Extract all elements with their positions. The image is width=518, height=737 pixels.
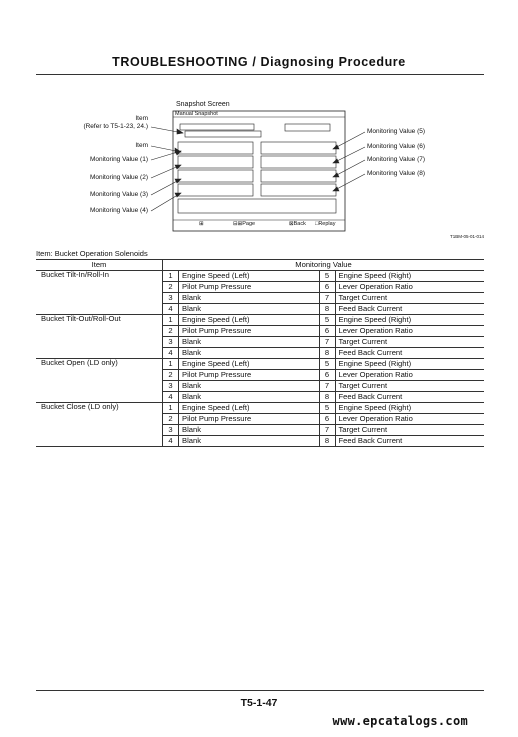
value-label: Blank <box>179 293 320 304</box>
menu-icon: ⊞ <box>199 221 204 227</box>
label-monitoring-value-6: Monitoring Value (6) <box>367 143 426 150</box>
value-number: 7 <box>319 381 335 392</box>
value-label: Feed Back Current <box>335 436 484 447</box>
value-label: Pilot Pump Pressure <box>179 326 320 337</box>
screen-title: Manual Snapshot <box>175 111 218 117</box>
table-row <box>36 315 484 326</box>
value-label: Lever Operation Ratio <box>335 326 484 337</box>
value-label: Feed Back Current <box>335 304 484 315</box>
screen-button-back: ⊠Back <box>289 221 306 227</box>
label-monitoring-value-8: Monitoring Value (8) <box>367 170 426 177</box>
value-label: Feed Back Current <box>335 392 484 403</box>
diagram-caption: Snapshot Screen <box>176 101 230 108</box>
header-rule <box>36 74 484 75</box>
value-number: 3 <box>163 381 179 392</box>
value-label: Blank <box>179 392 320 403</box>
value-label: Target Current <box>335 381 484 392</box>
value-number: 8 <box>319 304 335 315</box>
value-label: Target Current <box>335 425 484 436</box>
value-label: Pilot Pump Pressure <box>179 370 320 381</box>
monitoring-table <box>36 259 484 447</box>
value-label: Pilot Pump Pressure <box>179 282 320 293</box>
value-number: 2 <box>163 414 179 425</box>
value-label: Engine Speed (Right) <box>335 271 484 282</box>
value-number: 1 <box>163 359 179 370</box>
value-label: Blank <box>179 304 320 315</box>
table-body <box>36 271 484 447</box>
value-label: Blank <box>179 425 320 436</box>
value-number: 1 <box>163 315 179 326</box>
table-row <box>36 359 484 370</box>
screen-button-menu <box>199 221 204 227</box>
value-label: Engine Speed (Right) <box>335 315 484 326</box>
label-monitoring-value-5: Monitoring Value (5) <box>367 128 426 135</box>
value-number: 4 <box>163 304 179 315</box>
value-number: 5 <box>319 403 335 414</box>
value-label: Blank <box>179 436 320 447</box>
value-number: 6 <box>319 370 335 381</box>
value-number: 5 <box>319 359 335 370</box>
label-monitoring-value-2: Monitoring Value (2) <box>89 174 148 181</box>
value-number: 7 <box>319 337 335 348</box>
page-title: TROUBLESHOOTING / Diagnosing Procedure <box>112 55 406 69</box>
value-label: Target Current <box>335 337 484 348</box>
value-number: 6 <box>319 282 335 293</box>
value-number: 2 <box>163 282 179 293</box>
label-monitoring-value-1: Monitoring Value (1) <box>89 156 148 163</box>
value-label: Engine Speed (Left) <box>179 359 320 370</box>
value-number: 2 <box>163 326 179 337</box>
value-label: Pilot Pump Pressure <box>179 414 320 425</box>
value-number: 4 <box>163 348 179 359</box>
screen-button-replay: □Replay <box>315 221 336 227</box>
value-number: 4 <box>163 392 179 403</box>
screen-button-page: ⊟⊞Page <box>233 221 256 227</box>
page-number: T5-1-47 <box>240 697 278 709</box>
table-row <box>36 271 484 282</box>
replay-icon: □ <box>315 221 319 227</box>
table-row <box>36 403 484 414</box>
table-header-row <box>36 260 484 271</box>
back-icon: ⊠ <box>289 221 294 227</box>
value-label: Engine Speed (Left) <box>179 315 320 326</box>
value-number: 1 <box>163 271 179 282</box>
value-label: Lever Operation Ratio <box>335 414 484 425</box>
value-label: Lever Operation Ratio <box>335 282 484 293</box>
table-heading: Item: Bucket Operation Solenoids <box>36 249 148 258</box>
label-monitoring-value-3: Monitoring Value (3) <box>89 191 148 198</box>
label-monitoring-value-4: Monitoring Value (4) <box>89 207 148 214</box>
col-header-monitoring-value: Monitoring Value <box>163 260 485 271</box>
value-number: 1 <box>163 403 179 414</box>
value-label: Target Current <box>335 293 484 304</box>
value-number: 5 <box>319 315 335 326</box>
value-number: 7 <box>319 425 335 436</box>
item-name: Bucket Close (LD only) <box>36 403 163 447</box>
value-label: Blank <box>179 381 320 392</box>
value-label: Blank <box>179 337 320 348</box>
label-item: Item <box>135 115 148 122</box>
value-label: Engine Speed (Right) <box>335 359 484 370</box>
value-label: Engine Speed (Left) <box>179 403 320 414</box>
label-monitoring-value-7: Monitoring Value (7) <box>367 156 426 163</box>
value-number: 5 <box>319 271 335 282</box>
snapshot-screen-diagram <box>0 95 518 247</box>
item-name: Bucket Tilt-Out/Roll-Out <box>36 315 163 359</box>
value-number: 6 <box>319 326 335 337</box>
value-label: Blank <box>179 348 320 359</box>
value-label: Engine Speed (Right) <box>335 403 484 414</box>
value-label: Feed Back Current <box>335 348 484 359</box>
value-number: 8 <box>319 436 335 447</box>
item-name: Bucket Tilt-In/Roll-In <box>36 271 163 315</box>
label-item-2: Item <box>135 142 148 149</box>
footer-rule <box>36 690 484 691</box>
value-number: 7 <box>319 293 335 304</box>
site-link[interactable]: www.epcatalogs.com <box>332 714 468 728</box>
page-icon: ⊟⊞ <box>233 221 243 227</box>
value-label: Engine Speed (Left) <box>179 271 320 282</box>
value-label: Lever Operation Ratio <box>335 370 484 381</box>
label-item-reference: (Refer to T5-1-23, 24.) <box>83 123 148 130</box>
value-number: 3 <box>163 425 179 436</box>
col-header-item: Item <box>36 260 163 271</box>
value-number: 3 <box>163 293 179 304</box>
value-number: 8 <box>319 392 335 403</box>
value-number: 8 <box>319 348 335 359</box>
value-number: 6 <box>319 414 335 425</box>
value-number: 2 <box>163 370 179 381</box>
value-number: 3 <box>163 337 179 348</box>
item-name: Bucket Open (LD only) <box>36 359 163 403</box>
figure-id: T1BM-05-01-014 <box>449 234 484 239</box>
value-number: 4 <box>163 436 179 447</box>
